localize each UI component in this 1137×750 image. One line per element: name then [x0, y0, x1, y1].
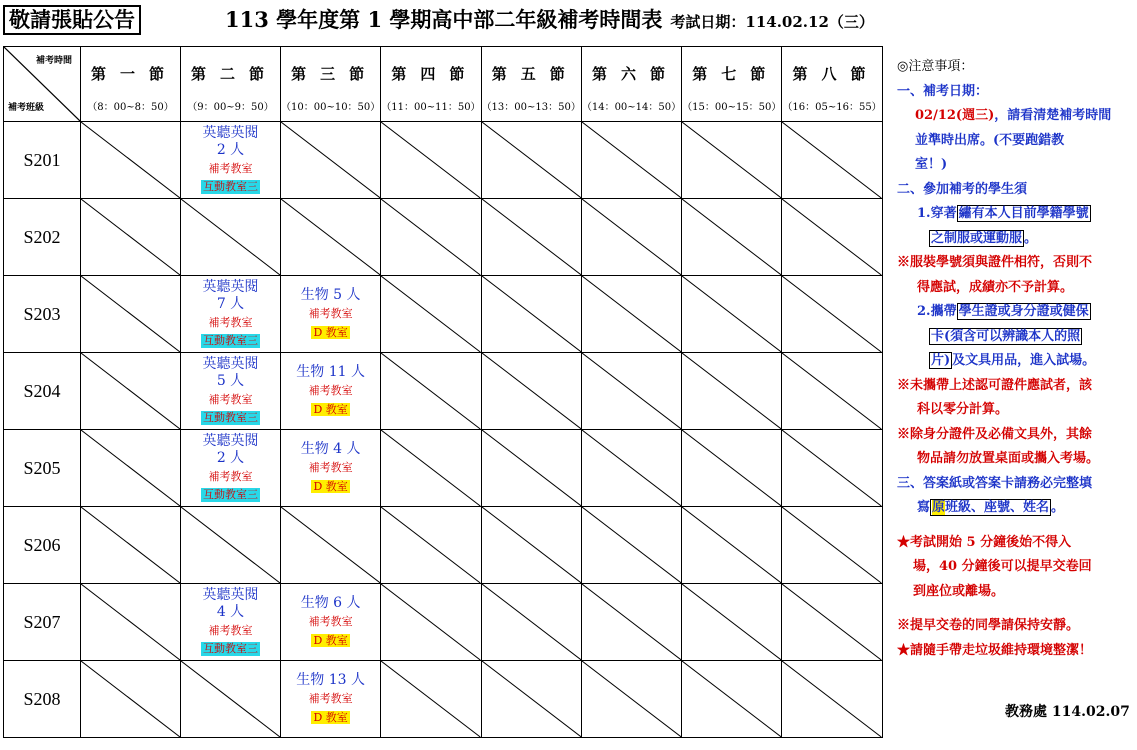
note-2-1-end: 。: [1024, 230, 1038, 246]
subject: 生物 5 人: [300, 287, 361, 304]
table-row: [4, 584, 883, 661]
empty-slot: [481, 584, 581, 661]
page-title: [225, 6, 874, 36]
table-row: [4, 430, 883, 507]
subject: 英聽英閱: [202, 432, 259, 449]
note-1-text: ，請看清楚補考時間: [994, 108, 1112, 123]
exam-entry-cell: [281, 661, 381, 738]
empty-slot: [682, 276, 782, 353]
empty-slot: [782, 199, 882, 276]
empty-slot: [481, 430, 581, 507]
table-row: [4, 276, 883, 353]
star-1: ★考試開始 5 分鐘後始不得入: [897, 534, 1072, 550]
class-cell: S201: [4, 122, 81, 199]
room-label: 補考教室: [308, 691, 353, 705]
empty-slot: [782, 122, 882, 199]
class-cell: S208: [4, 661, 81, 738]
subject: 英聽英閱: [202, 586, 259, 603]
period-header: [381, 47, 481, 122]
note-3-end: 。: [1051, 500, 1065, 515]
table-row: [4, 507, 883, 584]
note-2-2-prefix: 2.攜帶: [917, 304, 957, 319]
exam-entry-cell: [181, 122, 281, 199]
period-time: （13：00~13：50）: [481, 102, 581, 113]
corner-bottom-label: 補考班級: [8, 103, 45, 113]
period-name: 第六節: [591, 65, 679, 83]
exam-entry-cell: [281, 584, 381, 661]
class-cell: S207: [4, 584, 81, 661]
note-2-2-box3: 片): [931, 353, 951, 368]
room-label: 補考教室: [208, 469, 253, 483]
empty-slot: [682, 199, 782, 276]
empty-slot: [481, 199, 581, 276]
empty-slot: [181, 507, 281, 584]
empty-slot: [81, 353, 181, 430]
subject: 英聽英閱: [202, 278, 259, 295]
note-2-2-box: 學生證或身分證或健保: [958, 304, 1089, 319]
subject: 生物 4 人: [300, 441, 361, 458]
empty-slot: [581, 276, 681, 353]
empty-slot: [782, 661, 882, 738]
room-label: 補考教室: [208, 392, 253, 406]
room-label: 補考教室: [308, 383, 353, 397]
room-label: 補考教室: [308, 460, 353, 474]
empty-slot: [682, 507, 782, 584]
note-3: 三、答案紙或答案卡請務必完整填: [897, 475, 1093, 491]
empty-slot: [381, 661, 481, 738]
period-name: 第四節: [391, 65, 479, 83]
empty-slot: [81, 122, 181, 199]
period-name: 第一節: [90, 65, 178, 83]
period-header: [682, 47, 782, 122]
empty-slot: [581, 507, 681, 584]
room-name: D 教室: [313, 402, 348, 416]
period-time: （9：00~9：50）: [187, 102, 274, 113]
student-count: 7 人: [216, 296, 245, 313]
period-header: [281, 47, 381, 122]
student-count: 4 人: [216, 604, 245, 621]
empty-slot: [81, 430, 181, 507]
subject: 生物 11 人: [296, 364, 365, 381]
note-1-line3: 室！): [915, 157, 948, 172]
class-cell: S202: [4, 199, 81, 276]
room-name: 互動教室三: [203, 642, 258, 656]
exam-entry-cell: [281, 353, 381, 430]
room-name: D 教室: [313, 633, 348, 647]
room-label: 補考教室: [308, 306, 353, 320]
period-time: （15：00~15：50）: [682, 102, 782, 113]
empty-slot: [381, 584, 481, 661]
period-name: 第七節: [692, 65, 780, 83]
notes-panel: [897, 55, 1137, 663]
star-2: ※提早交卷的同學請保持安靜。: [897, 618, 1080, 633]
empty-slot: [381, 353, 481, 430]
empty-slot: [81, 661, 181, 738]
exam-entry-cell: [181, 584, 281, 661]
note-1-date: 02/12(週三): [915, 108, 995, 123]
empty-slot: [381, 276, 481, 353]
period-time: （8：00~8：50）: [87, 102, 174, 113]
empty-slot: [281, 199, 381, 276]
empty-slot: [181, 199, 281, 276]
empty-slot: [481, 276, 581, 353]
room-name: D 教室: [313, 325, 348, 339]
student-count: 2 人: [216, 450, 245, 467]
period-header: [581, 47, 681, 122]
empty-slot: [782, 507, 882, 584]
empty-slot: [481, 661, 581, 738]
period-header: [782, 47, 882, 122]
empty-slot: [682, 122, 782, 199]
empty-slot: [381, 199, 481, 276]
empty-slot: [81, 584, 181, 661]
exam-entry-cell: [181, 276, 281, 353]
room-name: D 教室: [313, 710, 348, 724]
corner-top-label: 補考時間: [35, 56, 72, 66]
period-time: （10：00~10：50）: [281, 102, 381, 113]
empty-slot: [682, 430, 782, 507]
class-cell: S206: [4, 507, 81, 584]
empty-slot: [581, 122, 681, 199]
star-1c: 到座位或離場。: [913, 583, 1005, 599]
note-2-1-prefix: 1.穿著: [917, 206, 957, 221]
star-1b: 場，40 分鐘後可以提早交卷回: [913, 559, 1092, 574]
period-header: [81, 47, 181, 122]
exam-entry-cell: [181, 430, 281, 507]
title-text: 113 學年度第 1 學期高中部二年級補考時間表: [225, 7, 663, 32]
room-label: 補考教室: [208, 623, 253, 637]
note-warn-3b: 物品請勿放置桌面或攜入考場。: [917, 451, 1100, 466]
class-cell: S203: [4, 276, 81, 353]
empty-slot: [782, 430, 882, 507]
empty-slot: [381, 507, 481, 584]
period-time: （14：00~14：50）: [581, 102, 682, 113]
empty-slot: [281, 122, 381, 199]
subject: 英聽英閱: [202, 355, 259, 372]
class-cell: S204: [4, 353, 81, 430]
note-warn-1: ※服裝學號須與證件相符，否則不: [897, 255, 1093, 270]
period-header: [481, 47, 581, 122]
note-2-1-box: 繡有本人目前學籍學號: [958, 206, 1089, 221]
empty-slot: [581, 661, 681, 738]
period-name: 第三節: [291, 65, 379, 83]
empty-slot: [281, 507, 381, 584]
period-time: （11：00~11：50）: [381, 102, 481, 113]
empty-slot: [81, 507, 181, 584]
empty-slot: [581, 430, 681, 507]
schedule-table: [3, 46, 883, 738]
room-name: 互動教室三: [203, 180, 258, 194]
note-warn-1b: 得應試，成績亦不予計算。: [917, 279, 1074, 295]
note-2-title: 二、參加補考的學生須: [897, 181, 1028, 197]
empty-slot: [682, 661, 782, 738]
star-3: ★請隨手帶走垃圾維持環境整潔！: [897, 642, 1093, 658]
exam-entry-cell: [281, 430, 381, 507]
exam-date: 考試日期：114.02.12（三）: [670, 13, 874, 31]
period-header: [181, 47, 281, 122]
room-label: 補考教室: [208, 161, 253, 175]
room-label: 補考教室: [308, 614, 353, 628]
empty-slot: [481, 353, 581, 430]
footer-office-date: 教務處 114.02.07: [1005, 704, 1130, 720]
empty-slot: [381, 122, 481, 199]
empty-slot: [682, 353, 782, 430]
table-row: [4, 661, 883, 738]
note-warn-2b: 科以零分計算。: [917, 402, 1009, 417]
note-2-1-box2: 之制服或運動服: [931, 230, 1023, 246]
empty-slot: [782, 276, 882, 353]
note-warn-3: ※除身分證件及必備文具外，其餘: [897, 426, 1093, 442]
period-time: （16：05~16：55）: [782, 102, 882, 113]
note-3-pre: 寫: [917, 500, 931, 515]
room-name: 互動教室三: [203, 488, 258, 502]
class-cell: S205: [4, 430, 81, 507]
exam-entry-cell: [281, 276, 381, 353]
empty-slot: [481, 507, 581, 584]
note-2-2-box2: 卡(須含可以辨識本人的照: [931, 328, 1081, 344]
notes-heading: ◎注意事項：: [897, 59, 974, 74]
period-name: 第二節: [190, 65, 278, 83]
empty-slot: [782, 584, 882, 661]
note-warn-2: ※未攜帶上述認可證件應試者，該: [897, 377, 1093, 393]
note-3-box: 班級、座號、姓名: [945, 500, 1050, 515]
empty-slot: [181, 661, 281, 738]
subject: 英聽英閱: [202, 124, 259, 141]
period-name: 第五節: [491, 65, 579, 83]
student-count: 2 人: [216, 142, 245, 159]
note-1-title: 一、補考日期：: [897, 83, 989, 99]
corner-cell: [4, 47, 81, 122]
note-3-highlight: 原: [932, 500, 946, 515]
subject: 生物 6 人: [300, 595, 361, 612]
table-row: [4, 122, 883, 199]
empty-slot: [782, 353, 882, 430]
empty-slot: [581, 584, 681, 661]
empty-slot: [481, 122, 581, 199]
notice-box: 敬請張貼公告: [3, 5, 141, 35]
note-1-line2: 並準時出席。(不要跑錯教: [915, 132, 1065, 148]
period-name: 第八節: [792, 65, 880, 83]
exam-entry-cell: [181, 353, 281, 430]
room-name: D 教室: [313, 479, 348, 493]
empty-slot: [81, 199, 181, 276]
student-count: 5 人: [216, 373, 245, 390]
room-name: 互動教室三: [203, 411, 258, 425]
empty-slot: [581, 353, 681, 430]
empty-slot: [381, 430, 481, 507]
table-row: [4, 199, 883, 276]
note-2-2-end: 及文具用品，進入試場。: [952, 353, 1096, 368]
table-row: [4, 353, 883, 430]
empty-slot: [682, 584, 782, 661]
subject: 生物 13 人: [296, 672, 365, 689]
empty-slot: [581, 199, 681, 276]
empty-slot: [81, 276, 181, 353]
room-name: 互動教室三: [203, 334, 258, 348]
room-label: 補考教室: [208, 315, 253, 329]
